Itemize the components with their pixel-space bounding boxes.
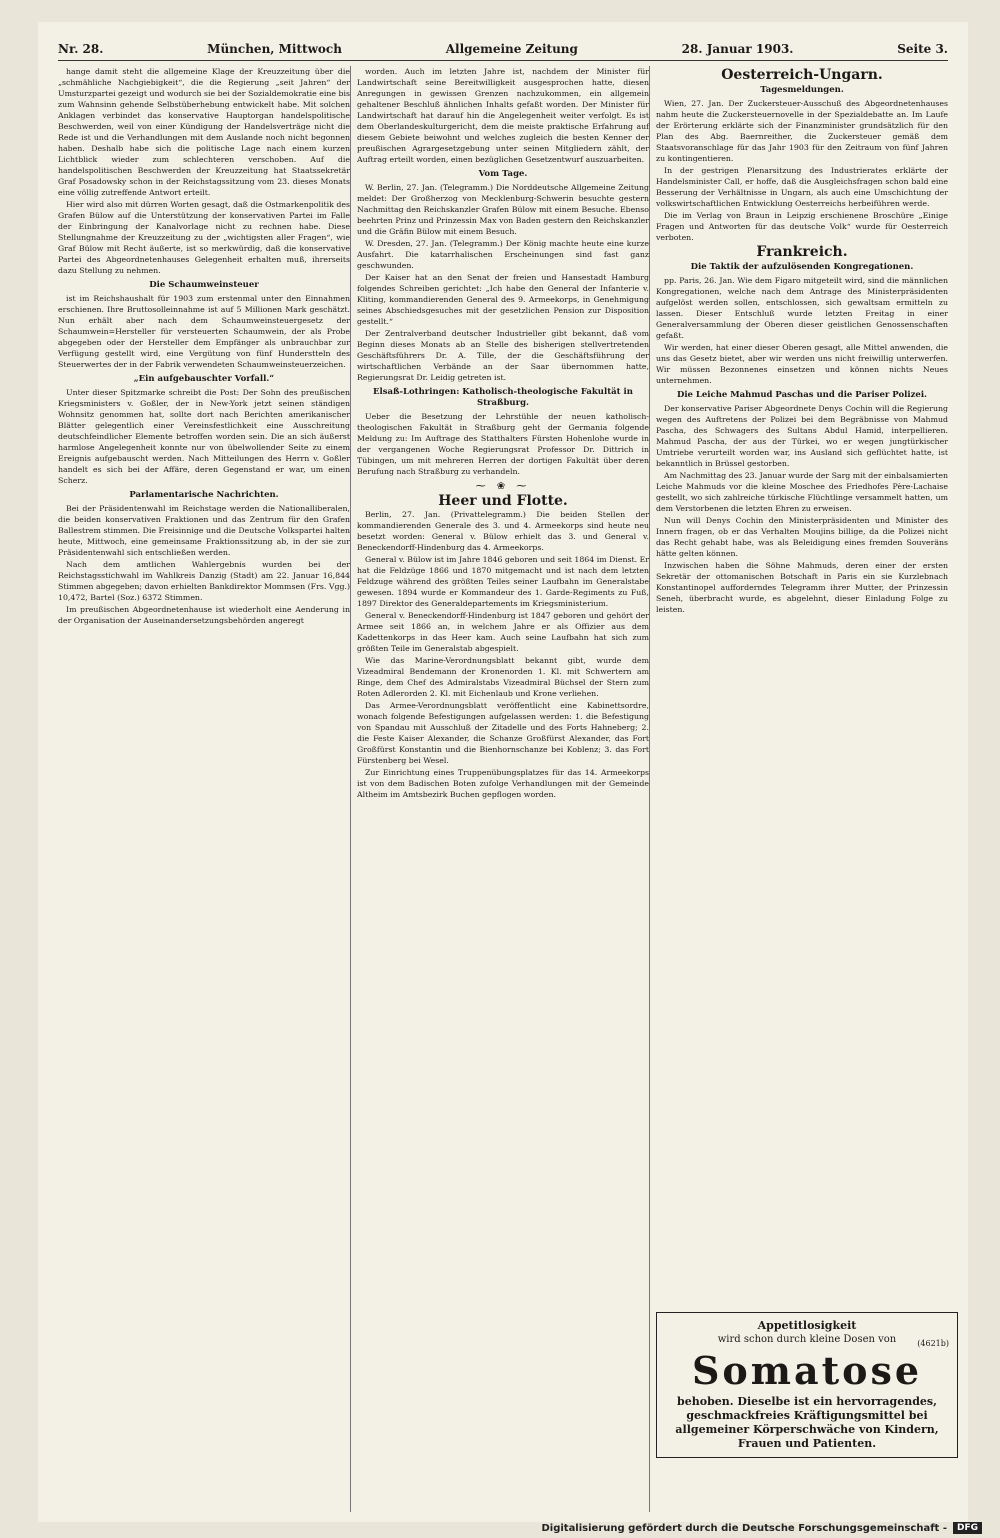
paragraph: In der gestrigen Plenarsitzung des Industrierates erklärte der Handelsminister Call, er hoffe, daß die Ausgleichsfragen schon bald eine Besserung der Verhältnisse in Ungarn, als auch eine Umschichtung der volkswirtschaftlichen Entwicklung Oesterreichs herbeiführen werde. <box>656 166 948 208</box>
paragraph: Der konservative Pariser Abgeordnete Denys Cochin will die Regierung wegen des Auftretens der Polizei bei dem Begräbnisse von Mahmud Pascha, des Schwagers des Sultans Abdul Hamid, interpellieren. Mahmud Pascha, der aus der Türkei, wo er wegen jungtürkischer Umtriebe verurteilt worden war, ins Ausland sich geflüchtet hatte, ist bekanntlich in Brüssel gestorben. <box>656 404 948 468</box>
place-day: München, Mittwoch <box>207 42 342 56</box>
paragraph: Wien, 27. Jan. Der Zuckersteuer-Ausschuß des Abgeordnetenhauses nahm heute die Zuckersteuernovelle in der Spezialdebatte an. Im Laufe der Erörterung erklärte sich der Finanzminister grundsätzlich für den Plan des Abg. Baernreither, die Zuckersteuer gemäß dem Staatsvoranschlage für das Jahr 1903 für den Zeitraum von fünf Jahren zu kontingentieren. <box>656 99 948 163</box>
paragraph: worden. Auch im letzten Jahre ist, nachdem der Minister für Landwirtschaft seine Bereitwilligkeit ausgesprochen hatte, diesen Anregungen in gewissen Grenzen nachzukommen, ein allgemein gehaltener Beschluß ähnlichen Inhalts gefaßt worden. Der Minister für Landwirtschaft hat darauf hin die Angelegenheit weiter verfolgt. Es ist dem Oberlandeskulturgericht, dem die meiste praktische Erfahrung auf diesem Gebiete beiwohnt und welches zugleich die besten Kenner der preußischen Agrargesetzgebung unter seinen Mitgliedern zählt, der Auftrag erteilt worden, einen bezüglichen Gesetzentwurf auszuarbeiten. <box>357 67 649 164</box>
paragraph: Das Armee-Verordnungsblatt veröffentlicht eine Kabinettsordre, wonach folgende Befestigungen aufgelassen werden: 1. die Befestigung von Spandau mit Ausschluß der Zitadelle und des Forts Hahneberg; 2. die Feste Kaiser Alexander, die Schanze Großfürst Alexander, das Fort Großfürst Konstantin und die Bienhornschanze bei Koblenz; 3. das Fort Fürstenberg bei Wesel. <box>357 701 649 765</box>
paragraph: Hier wird also mit dürren Worten gesagt, daß die Ostmarkenpolitik des Grafen Bülow auf die Unterstützung der konservativen Partei im Falle der Einbringung der Kanalvorlage nicht zu rechnen habe. Diese Stellungnahme der Kreuzzeitung zu der „wichtigsten aller Fragen“, wie Graf Bülow mit Recht äußerte, ist so merkwürdig, daß die konservative Partei des Abgeordnetenhauses Gelegenheit erhalten muß, ihrerseits dazu Stellung zu nehmen. <box>58 200 350 275</box>
footer-text: Digitalisierung gefördert durch die Deutsche Forschungsgemeinschaft - <box>541 1522 947 1534</box>
paragraph: Ueber die Besetzung der Lehrstühle der neuen katholisch-theologischen Fakultät in Straßburg geht der Germania folgende Meldung zu: Im Auftrage des Statthalters Fürsten Hohenlohe wurde in der vergangenen Woche Regierungsrat Professor Dr. Dittrich in Tübingen, um mit mehreren Herren der dortigen Fakultät über deren Berufung nach Straßburg zu verhandeln. <box>357 412 649 476</box>
paragraph: General v. Beneckendorff-Hindenburg ist 1847 geboren und gehört der Armee seit 1866 an, in welchem Jahre er als Offizier aus dem Kadettenkorps in das Heer kam. Auch seine Laufbahn hat sich zum größten Teile im Generalstab abgespielt. <box>357 611 649 653</box>
section-heading: Die Taktik der aufzulösenden Kongregationen. <box>690 262 914 272</box>
ad-reference: (4621b) <box>917 1339 949 1348</box>
ad-line: wird schon durch kleine Dosen von <box>717 1334 897 1345</box>
paragraph: Inzwischen haben die Söhne Mahmuds, deren einer der ersten Sekretär der ottomanischen Botschaft in Paris ein sie Kurzlebnach Konstantinopel aufforderndes Telegramm ihrer Mutter, der Prinzessin Seneh, überbracht wurde, es abgelehnt, dieser Einladung Folge zu leisten. <box>656 561 948 614</box>
dfg-logo: DFG <box>953 1522 982 1534</box>
paragraph: Am Nachmittag des 23. Januar wurde der Sarg mit der einbalsamierten Leiche Mahmuds vor die kleine Moschee des Friedhofes Père-Lachaise gestellt, wo sich zahlreiche türkische Flüchtlinge versammelt hatten, um dem Verstorbenen die letzten Ehren zu erweisen. <box>656 471 948 513</box>
issue-date: 28. Januar 1903. <box>681 42 794 56</box>
paragraph: Im preußischen Abgeordnetenhause ist wiederholt eine Aenderung in der Organisation der Auseinandersetzungsbehörden angeregt <box>58 605 350 625</box>
paragraph: W. Berlin, 27. Jan. (Telegramm.) Die Norddeutsche Allgemeine Zeitung meldet: Der Großherzog von Mecklenburg-Schwerin besuchte gestern Nachmittag den Reichskanzler Grafen Bülow mit einem Besuche. Ebenso beehrten Prinz und Prinzessin Max von Baden gestern den Reichskanzler und die Gräfin Bülow mit einem Besuch. <box>357 183 649 236</box>
paragraph: Wir werden, hat einer dieser Oberen gesagt, alle Mittel anwenden, die uns das Gesetz bietet, aber wir werden uns nicht freiwillig unterwerfen. Wir müssen Bezonnenes einsetzen und können nichts Neues unternehmen. <box>656 343 948 385</box>
issue-number: Nr. 28. <box>58 42 104 56</box>
section-heading: „Ein aufgebauschter Vorfall.“ <box>133 374 275 384</box>
column-divider <box>649 66 650 1512</box>
paragraph: Der Zentralverband deutscher Industrieller gibt bekannt, daß vom Beginn dieses Monats ab an Stelle des bisherigen stellvertretenden Geschäftsführers Dr. A. Tille, der die Geschäftsführung der wirtschaftlichen Verbände an der Saar übernommen hatte, Regierungsrat Dr. Leidig getreten ist. <box>357 329 649 382</box>
section-title: Heer und Flotte. <box>438 493 568 509</box>
section-heading: Elsaß-Lothringen: Katholisch-theologische Fakultät in Straßburg. <box>373 387 633 408</box>
paragraph: hange damit steht die allgemeine Klage der Kreuzzeitung über die „schmähliche Nachgiebigkeit“, die die Regierung „seit Jahren“ der Umsturzpartei gezeigt und wodurch sie bei der Sozialdemokratie eine bis zum Wahnsinn gehende Selbstüberhebung entwickelt habe. Mit solchen Anklagen verbindet das konservative Hauptorgan handelspolitische Beschwerden, weil von einer Kündigung der Handelsverträge nicht die Rede ist und die Verhandlungen mit dem Auslande noch nicht begonnen haben. Deshalb habe sich die politische Lage nach einem kurzen Lichtblick wieder zum schlechteren verschoben. Auf die handelspolitischen Beschwerden der Kreuzzeitung hat Staatssekretär Graf Posadowsky schon in der Reichstagssitzung vom 23. dieses Monats eine völlig zutreffende Antwort erteilt. <box>58 67 350 197</box>
paragraph: W. Dresden, 27. Jan. (Telegramm.) Der König machte heute eine kurze Ausfahrt. Die katarrhalischen Erscheinungen sind fast ganz geschwunden. <box>357 239 649 270</box>
page-header <box>58 36 948 56</box>
paragraph: Berlin, 27. Jan. (Privattelegramm.) Die beiden Stellen der kommandierenden Generale des 3. und 4. Armeekorps sind heute neu besetzt worden: General v. Bülow erhielt das 3. und General v. Beneckendorff-Hindenburg das 4. Armeekorps. <box>357 510 649 552</box>
newspaper-page <box>38 22 968 1522</box>
paragraph: ist im Reichshaushalt für 1903 zum erstenmal unter den Einnahmen erschienen. Ihre Bruttosolleinnahme ist auf 5 Millionen Mark geschätzt. Nun erhält aber nach dem Schaumweinsteuergesetz der Schaumwein=Hersteller für versteuerten Schaumwein, der als Probe abgegeben oder der Hersteller dem Empfänger als unbrauchbar zur Verfügung gestellt wird, eine Vergütung von fünf Hunderstteln des Steuerwertes der in der Fabrik verwendeten Schaumweinsteuerzeichen. <box>58 294 350 369</box>
paragraph: Wie das Marine-Verordnungsblatt bekannt gibt, wurde dem Vizeadmiral Bendemann der Kronenorden 1. Kl. mit Schwertern am Ringe, dem Chef des Admiralstabs Vizeadmiral Büchsel der Stern zum Roten Adlerorden 2. Kl. mit Eichenlaub und Krone verliehen. <box>357 656 649 698</box>
paragraph: Zur Einrichtung eines Truppenübungsplatzes für das 14. Armeekorps ist von dem Badischen Boten zufolge Verhandlungen mit der Gemeinde Altheim im Amtsbezirk Buchen gepflogen worden. <box>357 768 649 799</box>
ad-body: behoben. Dieselbe ist ein hervorragendes, geschmackfreies Kräftigungsmittel bei allgemeiner Körperschwäche von Kindern, Frauen und Patienten. <box>675 1395 939 1450</box>
paragraph: Die im Verlag von Braun in Leipzig erschienene Broschüre „Einige Fragen und Antworten für das deutsche Volk“ wurde für Oesterreich verboten. <box>656 211 948 242</box>
ad-headline: Appetitlosigkeit <box>757 1319 857 1332</box>
paragraph: Der Kaiser hat an den Senat der freien und Hansestadt Hamburg folgendes Schreiben gerichtet: „Ich habe den General der Infanterie v. Kliting, kommandierenden General des 9. Armeekorps, in Genehmigung seines Abschiedsgesuches mit der gesetzlichen Pension zur Disposition gestellt.“ <box>357 273 649 326</box>
column-3 <box>656 66 948 616</box>
section-heading: Parlamentarische Nachrichten. <box>129 490 279 500</box>
digitization-footer <box>541 1522 982 1534</box>
paragraph: Nach dem amtlichen Wahlergebnis wurden bei der Reichstagsstichwahl im Wahlkreis Danzig (Stadt) am 22. Januar 16,844 Stimmen abgegeben; davon erhielten Bankdirektor Mommsen (Frs. Vgg.) 10,472, Bartel (Soz.) 6372 Stimmen. <box>58 560 350 602</box>
section-heading: Tagesmeldungen. <box>760 85 844 95</box>
page-number: Seite 3. <box>897 42 948 56</box>
paragraph: Unter dieser Spitzmarke schreibt die Post: Der Sohn des preußischen Kriegsministers v. Goßler, der in New-York jetzt seinen ständigen Wohnsitz genommen hat, sollte dort nach Berichten amerikanischer Blätter gelegentlich einer Vereinsfestlichkeit eine Ausschreitung deutschfeindlicher Elemente betroffen worden sein. Die an sich äußerst harmlose Angelegenheit konnte nur von übelwollender Seite zu einem Ereignis aufgebauscht werden. Nach Mitteilungen des Herrn v. Goßler handelt es sich bei der Affäre, deren Gegenstand er war, um einen Scherz. <box>58 388 350 485</box>
section-heading: Vom Tage. <box>478 169 528 179</box>
newspaper-title: Allgemeine Zeitung <box>445 42 578 56</box>
paragraph: pp. Paris, 26. Jan. Wie dem Figaro mitgeteilt wird, sind die männlichen Kongregationen, welche nach dem Antrage des Ministerpräsidenten aufgelöst werden sollen, entschlossen, sich gewaltsam ermitteln zu lassen. Dieser Entschluß wurde letzten Freitag in einer Generalversammlung der Oberen dieser geistlichen Genossenschaften gefaßt. <box>656 276 948 340</box>
ornament-divider: ⁓ ❀ ⁓ <box>475 481 531 492</box>
paragraph: Nun will Denys Cochin den Ministerpräsidenten und Minister des Innern fragen, ob er das Verhalten Moujins billige, da die Polizei nicht das Recht gehabt habe, was als Beleidigung eines fremden Souveräns hätte gelten können. <box>656 516 948 558</box>
paragraph: General v. Bülow ist im Jahre 1846 geboren und seit 1864 im Dienst. Er hat die Feldzüge 1866 und 1870 mitgemacht und ist nach dem letzten Feldzuge während des größten Teiles seiner Laufbahn im Generalstabe gewesen. 1894 wurde er Kommandeur des 1. Garde-Regiments zu Fuß, 1897 Direktor des Generaldepartements im Kriegsministerium. <box>357 555 649 608</box>
header-rule <box>58 60 948 61</box>
section-title: Frankreich. <box>756 244 848 260</box>
column-divider <box>350 66 351 1512</box>
ad-brand: Somatose <box>691 1348 923 1393</box>
somatose-advertisement <box>656 1312 958 1458</box>
section-heading: Die Leiche Mahmud Paschas und die Pariser Polizei. <box>676 390 928 400</box>
section-heading: Die Schaumweinsteuer <box>149 280 259 290</box>
column-1 <box>58 66 350 627</box>
section-title: Oesterreich-Ungarn. <box>721 67 883 83</box>
paragraph: Bei der Präsidentenwahl im Reichstage werden die Nationalliberalen, die beiden konservativen Fraktionen und das Zentrum für den Grafen Ballestrem stimmen. Die Freisinnige und die Deutsche Volkspartei halten heute, Mittwoch, eine gemeinsame Fraktionssitzung ab, in der sie zur Präsidentenwahl sich entschließen werden. <box>58 504 350 557</box>
column-2 <box>357 66 649 801</box>
